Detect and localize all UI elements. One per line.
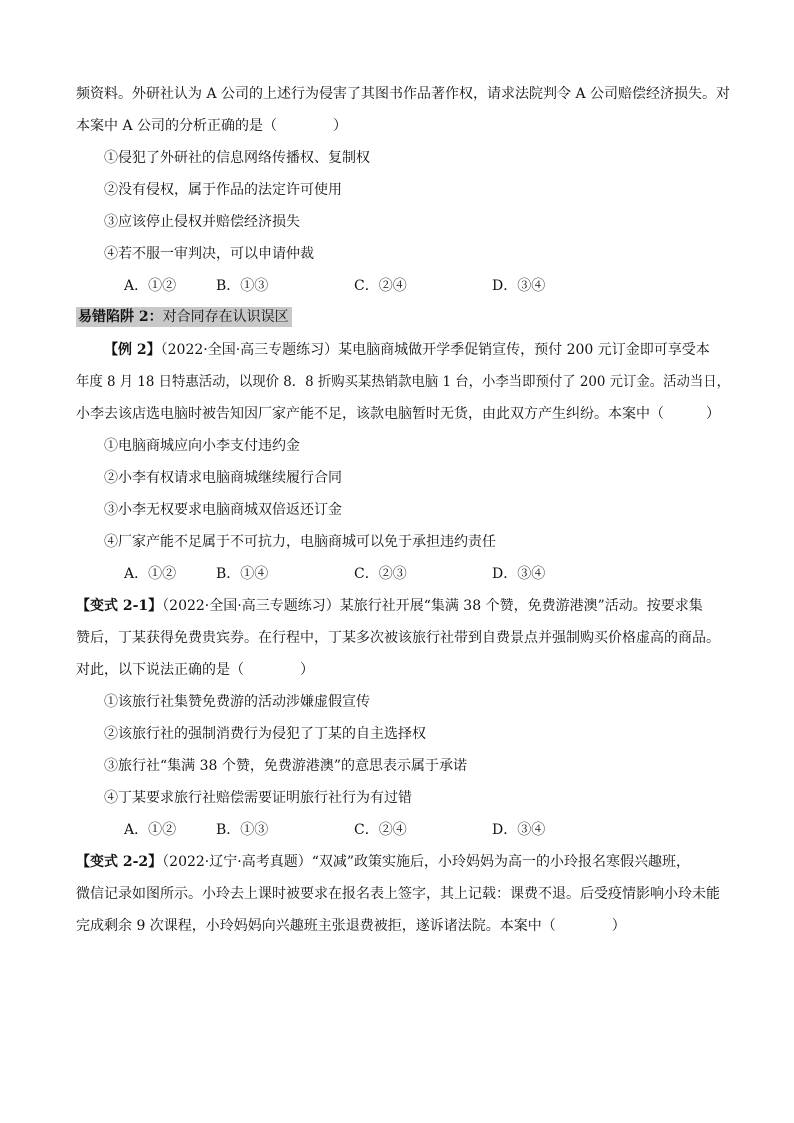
var22-tag: 【变式 2-2】 (76, 854, 163, 870)
ex2-statement-1: ①电脑商城应向小李支付违约金 (104, 438, 300, 454)
q1-option-b[interactable]: B．①③ (216, 278, 269, 294)
trap-label: 易错陷阱 2： (78, 309, 163, 325)
var22-text-1: （2022·辽宁·高考真题）“双减”政策实施后，小玲妈妈为高一的小玲报名寒假兴趣班， (162, 854, 691, 870)
var21-statement-3: ③旅行社“集满 38 个赞，免费游港澳”的意思表示属于承诺 (104, 758, 468, 774)
ex2-option-b[interactable]: B．①④ (216, 566, 269, 582)
q1-option-c[interactable]: C．②④ (354, 278, 407, 294)
ex2-line-1 (104, 340, 710, 360)
ex2-option-a[interactable]: A．①② (124, 566, 177, 582)
var22-line-1 (76, 852, 690, 872)
q1-statement-4: ④若不服一审判决，可以申请仲裁 (104, 246, 314, 262)
var21-option-a[interactable]: A．①② (124, 822, 177, 838)
q1-stem-line-1: 频资料。外研社认为 A 公司的上述行为侵害了其图书作品著作权，请求法院判令 A 公司赔偿经济损失。对 (76, 86, 731, 102)
q1-option-d[interactable]: D．③④ (492, 278, 546, 294)
q1-stem-line-2: 本案中 A 公司的分析正确的是（ ） (76, 118, 348, 134)
var21-line-3: 对此，以下说法正确的是（ ） (76, 662, 314, 678)
var21-line-1 (76, 596, 703, 616)
ex2-option-d[interactable]: D．③④ (492, 566, 546, 582)
var22-line-3: 完成剩余 9 次课程，小玲妈妈向兴趣班主张退费被拒，遂诉诸法院。本案中（ ） (76, 918, 626, 934)
ex2-text-1: （2022·全国·高三专题练习）某电脑商城做开学季促销宣传，预付 200 元订金即可享受本 (160, 342, 710, 358)
q1-option-a[interactable]: A．①② (124, 278, 177, 294)
trap-heading (76, 307, 292, 327)
var21-text-1: （2022·全国·高三专题练习）某旅行社开展“集满 38 个赞，免费游港澳”活动。按要求集 (162, 598, 703, 614)
ex2-statement-3: ③小李无权要求电脑商城双倍返还订金 (104, 502, 342, 518)
var21-line-2: 赞后，丁某获得免费贵宾券。在行程中，丁某多次被该旅行社带到自费景点并强制购买价格虚高的商品。 (76, 630, 720, 646)
q1-statement-1: ①侵犯了外研社的信息网络传播权、复制权 (104, 150, 370, 166)
var21-statement-4: ④丁某要求旅行社赔偿需要证明旅行社行为有过错 (104, 790, 412, 806)
var22-line-2: 微信记录如图所示。小玲去上课时被要求在报名表上签字，其上记载：课费不退。后受疫情影响小玲未能 (76, 886, 720, 902)
q1-statement-3: ③应该停止侵权并赔偿经济损失 (104, 214, 300, 230)
var21-statement-2: ②该旅行社的强制消费行为侵犯了丁某的自主选择权 (104, 726, 426, 742)
var21-option-d[interactable]: D．③④ (492, 822, 546, 838)
ex2-option-c[interactable]: C．②③ (354, 566, 407, 582)
var21-tag: 【变式 2-1】 (76, 598, 163, 614)
ex2-line-2: 年度 8 月 18 日特惠活动，以现价 8．8 折购买某热销款电脑 1 台，小李当即预付了 200 元订金。活动当日， (76, 374, 730, 390)
ex2-statement-2: ②小李有权请求电脑商城继续履行合同 (104, 470, 342, 486)
trap-text: 对合同存在认识误区 (162, 309, 289, 325)
var21-option-b[interactable]: B．①③ (216, 822, 269, 838)
ex2-tag: 【例 2】 (104, 342, 161, 358)
var21-option-c[interactable]: C．②④ (354, 822, 407, 838)
q1-statement-2: ②没有侵权，属于作品的法定许可使用 (104, 182, 342, 198)
var21-statement-1: ①该旅行社集赞免费游的活动涉嫌虚假宣传 (104, 694, 370, 710)
ex2-statement-4: ④厂家产能不足属于不可抗力，电脑商城可以免于承担违约责任 (104, 534, 496, 550)
ex2-line-3: 小李去该店选电脑时被告知因厂家产能不足，该款电脑暂时无货，由此双方产生纠纷。本案中（ ） (76, 406, 720, 422)
